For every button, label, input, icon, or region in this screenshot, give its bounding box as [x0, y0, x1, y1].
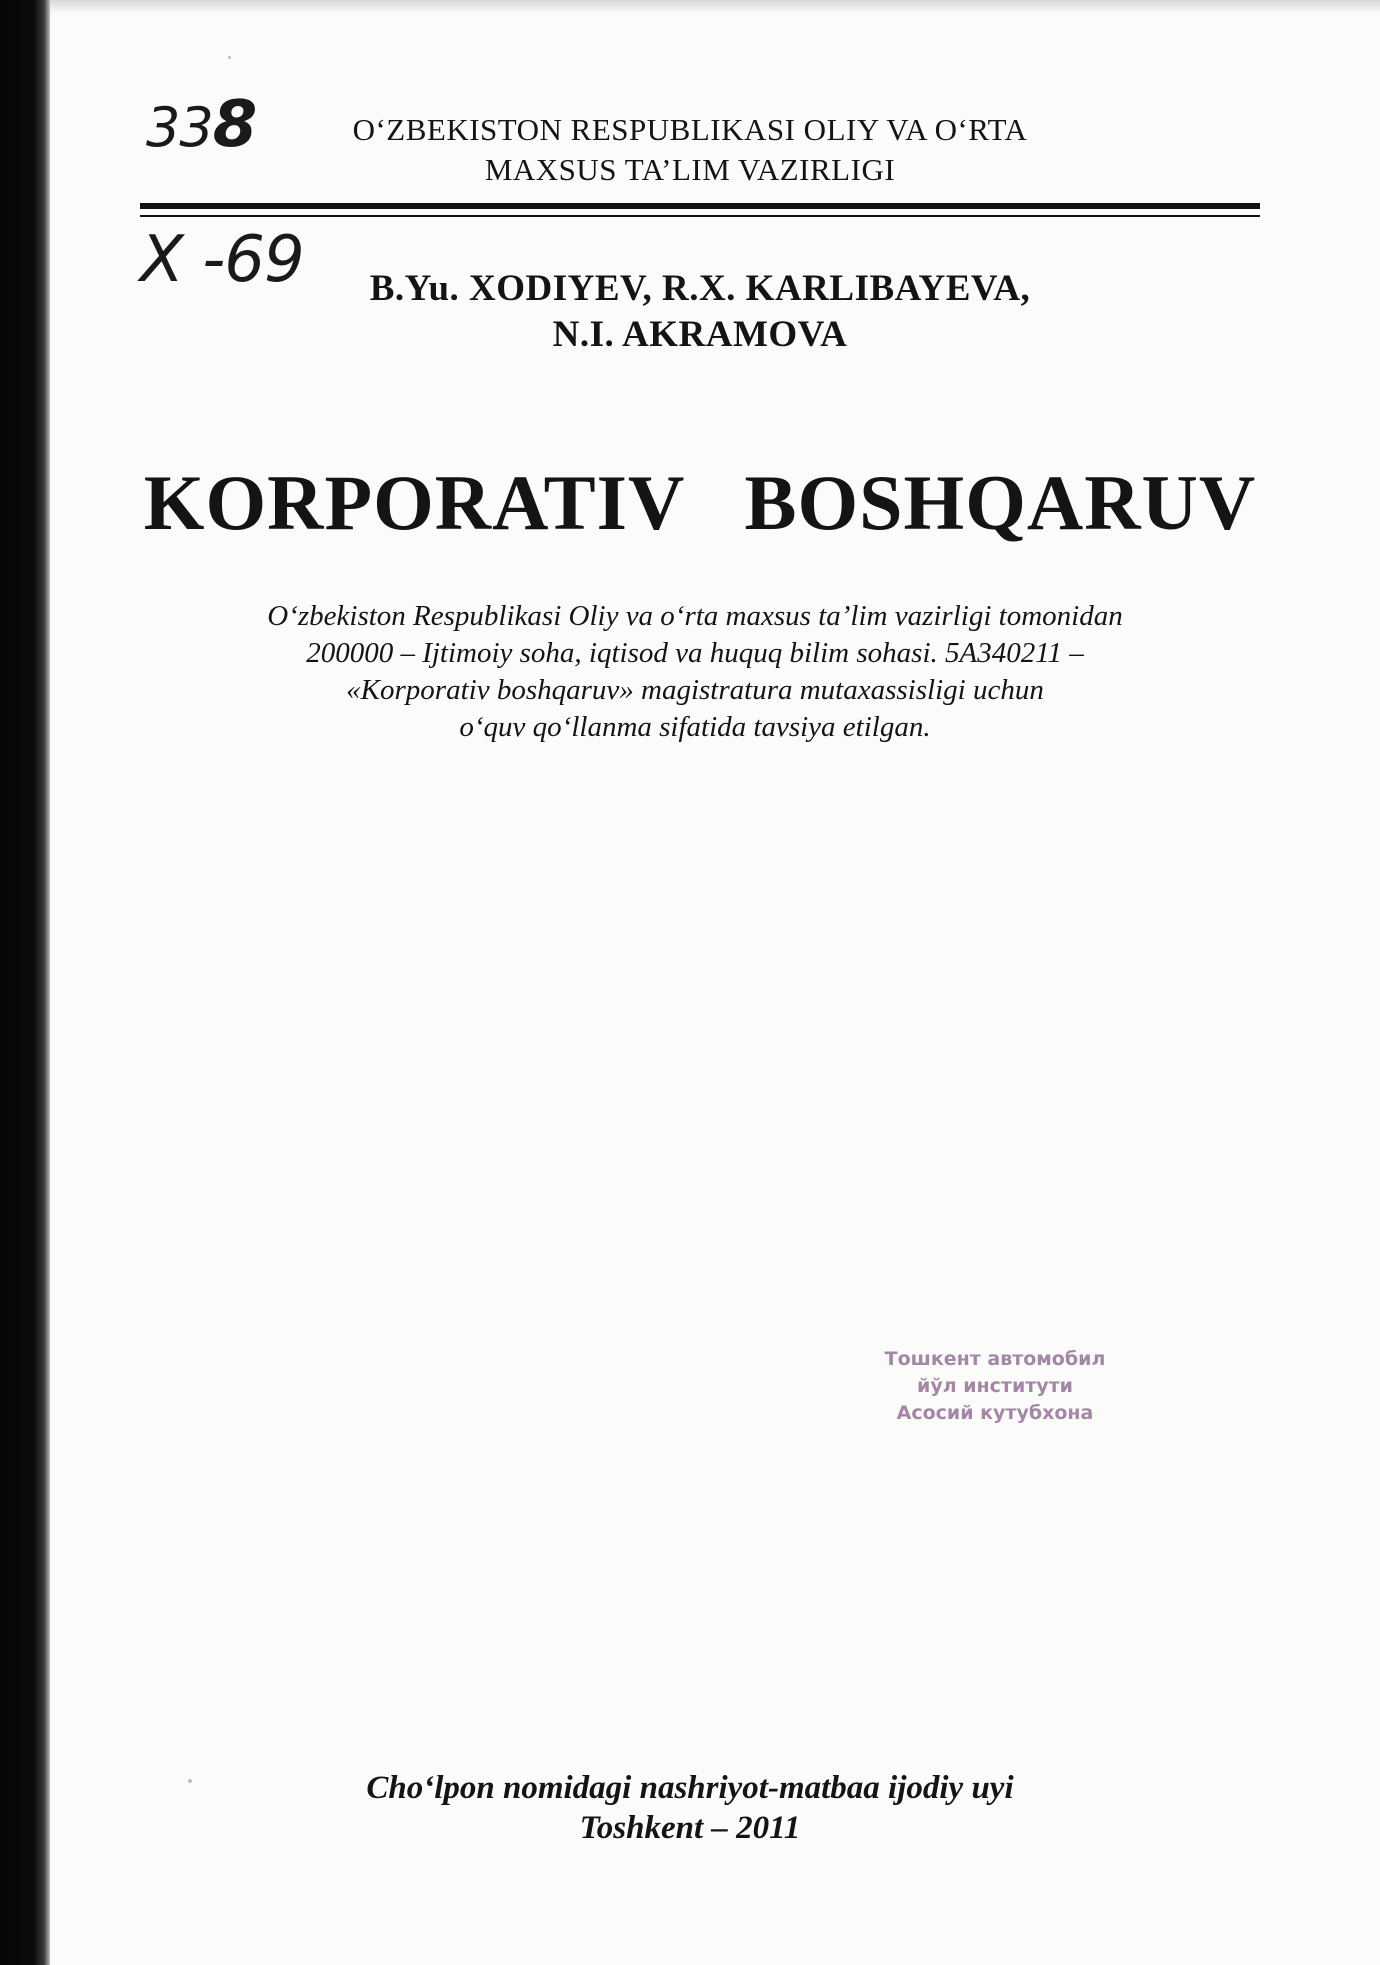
scan-top-shadow — [50, 0, 1380, 14]
authors — [160, 266, 1240, 358]
book-title: KORPORATIV BOSHQARUV — [143, 459, 1257, 546]
handwritten-inventory-number: 338 — [146, 88, 257, 162]
stamp-line-2: йўл институти — [917, 1375, 1073, 1397]
handwritten-shelf-code: X -69 — [140, 223, 304, 297]
approval-line-2: 200000 – Ijtimoiy soha, iqtisod va huquq bilim sohasi. 5A340211 – — [306, 637, 1084, 669]
stamp-line-1: Тошкент автомобил — [884, 1348, 1106, 1370]
ministry-line-1: O‘ZBEKISTON RESPUBLIKASI OLIY VA O‘RTA — [352, 112, 1028, 147]
authors-line-1: B.Yu. XODIYEV, R.X. KARLIBAYEVA, — [369, 268, 1031, 309]
approval-line-4: o‘quv qo‘llanma sifatida tavsiya etilgan. — [459, 711, 931, 743]
stamp-line-3: Асосий кутубхона — [896, 1402, 1094, 1424]
approval-line-3: «Korporativ boshqaruv» magistratura mutaxassisligi uchun — [346, 674, 1044, 706]
ministry-line-2: MAXSUS TA’LIM VAZIRLIGI — [484, 152, 896, 187]
ministry-header — [240, 110, 1140, 190]
library-stamp — [850, 1346, 1140, 1427]
publisher-city-year: Toshkent – 2011 — [579, 1810, 801, 1846]
publisher-name: Cho‘lpon nomidagi nashriyot-matbaa ijodiy uyi — [366, 1770, 1014, 1806]
publisher-imprint — [240, 1768, 1140, 1848]
approval-note — [170, 598, 1220, 746]
header-rule-thick — [140, 203, 1260, 209]
authors-line-2: N.I. AKRAMOVA — [552, 314, 848, 355]
scan-speck — [188, 1779, 192, 1783]
scan-speck — [228, 56, 231, 59]
header-rule-thin — [140, 215, 1260, 217]
scan-dark-edge — [0, 0, 50, 1965]
approval-line-1: O‘zbekiston Respublikasi Oliy va o‘rta maxsus ta’lim vazirligi tomonidan — [267, 600, 1123, 632]
